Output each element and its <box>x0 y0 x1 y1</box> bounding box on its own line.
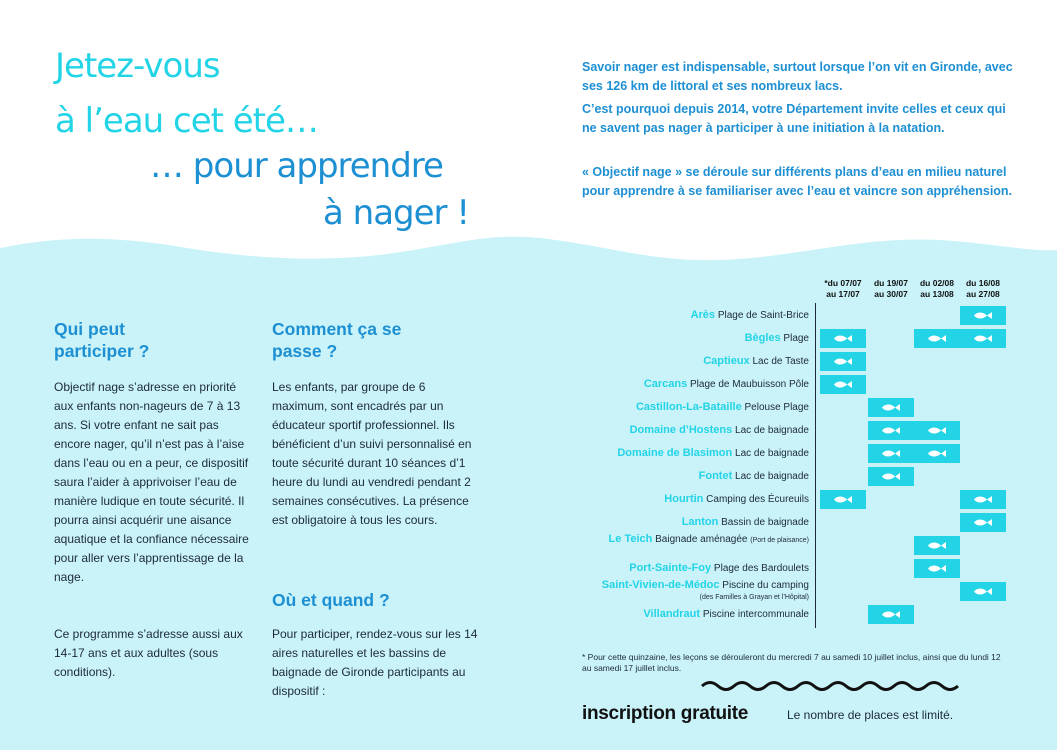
column-date-start: du 16/08 <box>965 278 1001 288</box>
fish-icon <box>973 495 993 504</box>
fish-icon <box>973 587 993 596</box>
session-cell <box>960 582 1006 601</box>
session-cell <box>868 467 914 486</box>
site-note: (des Familles à Grayan et l’Hôpital) <box>699 594 809 601</box>
title-line-4: à nager ! <box>323 193 469 233</box>
schedule-divider <box>815 303 816 628</box>
site-place: Bassin de baignade <box>721 517 809 528</box>
session-cell <box>960 306 1006 325</box>
site-place: Baignade aménagée <box>655 534 748 545</box>
column-date-end: au 13/08 <box>920 289 954 299</box>
site-place: Lac de Taste <box>752 356 809 367</box>
session-cell <box>868 605 914 624</box>
qui-paragraph-2: Ce programme s’adresse aussi aux 14-17 ans et aux adultes (sous conditions). <box>54 627 243 679</box>
schedule-row-label <box>699 470 809 482</box>
site-city: Carcans <box>643 378 688 390</box>
ou-paragraph: Pour participer, rendez-vous sur les 14 aires naturelles et les bassins de baignade de Gironde participants au dispositif : <box>272 627 478 698</box>
site-place: Camping des Écureuils <box>706 494 809 505</box>
fish-icon <box>927 334 947 343</box>
intro-paragraph-3: « Objectif nage » se déroule sur différents plans d’eau en milieu naturel pour apprendre à se familiariser avec l’eau et vaincre son appréhension. <box>582 165 1013 198</box>
site-place: Lac de baignade <box>735 425 809 436</box>
site-place: Plage <box>783 333 809 344</box>
intro-paragraph-1: Savoir nager est indispensable, surtout lorsque l’on vit en Gironde, avec ses 126 km de littoral et ses nombreux lacs. <box>582 60 1013 93</box>
site-place: Plage de Maubuisson Pôle <box>690 379 809 390</box>
title-line-3: … pour apprendre <box>150 146 443 186</box>
site-city: Arès <box>690 309 716 321</box>
comment-heading: Comment ça se passe ? <box>272 319 402 361</box>
site-city: Hourtin <box>664 493 704 505</box>
ou-et-quand-heading: Où et quand ? <box>272 590 390 610</box>
schedule-row-label <box>644 378 809 390</box>
session-cell <box>960 513 1006 532</box>
session-cell <box>960 329 1006 348</box>
schedule-row-label <box>691 309 809 321</box>
title-line-2: à l’eau cet été… <box>55 101 318 141</box>
fish-icon <box>881 472 901 481</box>
fish-icon <box>973 518 993 527</box>
site-city: Fontet <box>698 470 733 482</box>
column-date-start: du 19/07 <box>873 278 909 288</box>
site-place: Pelouse Plage <box>744 402 809 413</box>
column-date-end: au 27/08 <box>966 289 1000 299</box>
site-city: Le Teich <box>608 533 653 545</box>
site-place: Plage des Bardoulets <box>713 563 809 574</box>
qui-paragraph-1: Objectif nage s’adresse en priorité aux enfants non-nageurs de 7 à 13 ans. Si votre enfant ne sait pas encore nager, qu’il n’est pas à l’aise dans l’eau ou en a peur, ce dispositif saura l’aider à apprivoiser l’eau de manière ludique en toute sécurité. Il pourra ainsi acquérir une aisance aquatique et la confiance nécessaire pour aller vers l’apprentissage de la nage. <box>54 380 249 584</box>
schedule-row-label <box>630 424 809 436</box>
footnote: * Pour cette quinzaine, les leçons se dérouleront du mercredi 7 au samedi 10 juillet inclus, ainsi que du lundi 12 au samedi 17 juillet inclus. <box>582 652 1001 673</box>
session-cell <box>914 329 960 348</box>
comment-paragraph: Les enfants, par groupe de 6 maximum, sont encadrés par un éducateur sportif professionnel. Ils bénéficient d’un suivi personnalisé en toute sécurité durant 10 séances d’1 heure du lundi au vendredi pendant 2 semaines consécutives. La présence est obligatoire à tous les cours. <box>272 380 472 527</box>
site-city: Saint-Vivien-de-Médoc <box>601 579 720 591</box>
session-cell <box>820 329 866 348</box>
qui-peut-participer-heading: Qui peut participer ? <box>54 319 150 361</box>
session-cell <box>868 421 914 440</box>
site-city: Lanton <box>681 516 719 528</box>
fish-icon <box>973 334 993 343</box>
site-place: Lac de baignade <box>735 471 809 482</box>
fish-icon <box>927 449 947 458</box>
places-limitees: Le nombre de places est limité. <box>787 708 954 722</box>
site-city: Villandraut <box>643 608 701 620</box>
schedule-row-label <box>664 493 809 505</box>
schedule-row-label <box>682 516 809 528</box>
fish-icon <box>833 380 853 389</box>
fish-icon <box>927 541 947 550</box>
fish-icon <box>927 426 947 435</box>
fish-icon <box>833 495 853 504</box>
session-cell <box>820 490 866 509</box>
fish-icon <box>833 357 853 366</box>
fish-icon <box>927 564 947 573</box>
site-place: Piscine du camping <box>722 580 809 591</box>
fish-icon <box>973 311 993 320</box>
column-date-start: du 02/08 <box>919 278 955 288</box>
site-place: Lac de baignade <box>735 448 809 459</box>
session-cell <box>820 352 866 371</box>
session-cell <box>914 559 960 578</box>
session-cell <box>914 536 960 555</box>
schedule-column-header <box>953 278 1013 300</box>
schedule-row-label <box>617 447 809 459</box>
inscription-gratuite: inscription gratuite <box>582 703 749 724</box>
site-note: (Port de plaisance) <box>750 537 809 544</box>
site-place: Plage de Saint-Brice <box>717 310 809 321</box>
session-cell <box>868 444 914 463</box>
title-line-1: Jetez-vous <box>55 46 220 86</box>
wave-decoration-icon <box>700 679 964 693</box>
session-cell <box>960 490 1006 509</box>
intro-paragraph-2: C’est pourquoi depuis 2014, votre Département invite celles et ceux qui ne savent pas nager à participer à une initiation à la natation. <box>582 102 1006 135</box>
session-cell <box>868 398 914 417</box>
session-cell <box>914 444 960 463</box>
column-date-end: au 30/07 <box>874 289 908 299</box>
site-city: Port-Sainte-Foy <box>629 562 712 574</box>
column-date-start: *du 07/07 <box>824 278 862 288</box>
fish-icon <box>833 334 853 343</box>
site-city: Domaine de Blasimon <box>617 447 733 459</box>
fish-icon <box>881 449 901 458</box>
site-city: Castillon-La-Bataille <box>635 401 742 413</box>
fish-icon <box>881 426 901 435</box>
schedule-row-label <box>629 562 809 574</box>
session-cell <box>820 375 866 394</box>
schedule-row-label <box>745 332 809 344</box>
schedule-row-label <box>636 401 809 413</box>
schedule-row-label <box>602 580 809 603</box>
fish-icon <box>881 610 901 619</box>
fish-icon <box>881 403 901 412</box>
site-place: Piscine intercommunale <box>702 609 809 620</box>
site-city: Domaine d’Hostens <box>629 424 733 436</box>
site-city: Bègles <box>744 332 781 344</box>
schedule-row-label <box>703 355 809 367</box>
schedule-row-label <box>609 534 809 546</box>
schedule-row-label <box>643 608 809 620</box>
site-city: Captieux <box>703 355 750 367</box>
session-cell <box>914 421 960 440</box>
column-date-end: au 17/07 <box>826 289 860 299</box>
